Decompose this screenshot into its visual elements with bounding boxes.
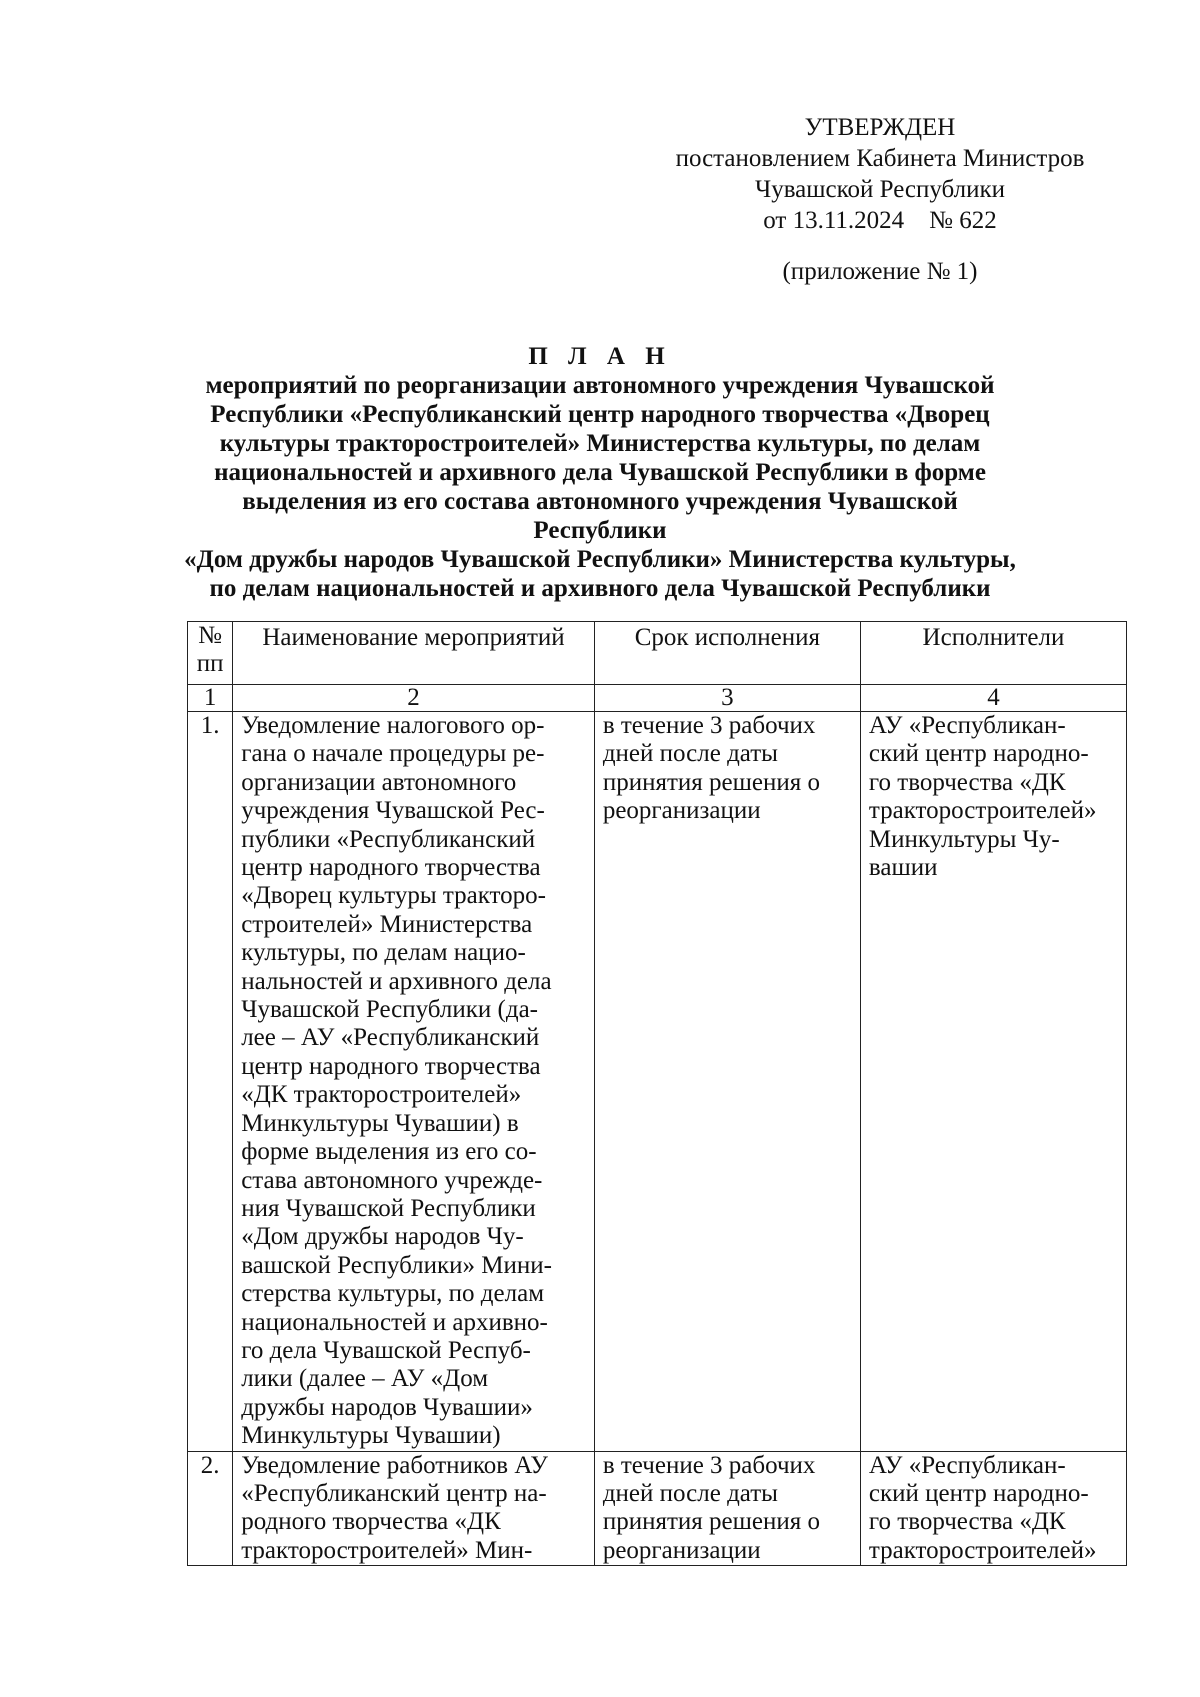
table-row — [188, 712, 1127, 1452]
row-executor: АУ «Республикан- ский центр народно- го творчества «ДК тракторостроителей» Минкультуры Чу- вашии — [860, 712, 1126, 1452]
row-deadline: в течение 3 рабочих дней после даты принятия решения о реорганизации — [594, 1451, 860, 1566]
title-heading: П Л А Н — [528, 343, 672, 370]
column-number: 2 — [233, 685, 595, 712]
column-number: 1 — [188, 685, 233, 712]
plan-table — [187, 621, 1127, 1566]
document-title — [180, 342, 1020, 603]
row-activity: Уведомление работников АУ «Республиканский центр на- родного творчества «ДК тракторостроителей» Мин- — [233, 1451, 595, 1566]
column-number: 4 — [860, 685, 1126, 712]
header-number: № пп — [188, 622, 233, 685]
approval-stamp — [640, 112, 1120, 236]
row-number: 1. — [188, 712, 233, 1452]
approval-line-2: постановлением Кабинета Министров — [675, 145, 1085, 172]
header-activity: Наименование мероприятий — [233, 622, 595, 685]
header-executors: Исполнители — [860, 622, 1126, 685]
row-deadline: в течение 3 рабочих дней после даты принятия решения о реорганизации — [594, 712, 860, 1452]
column-number: 3 — [594, 685, 860, 712]
table-row — [188, 1451, 1127, 1566]
row-activity: Уведомление налогового ор- гана о начале процедуры ре- организации автономного учреждения Чувашской Рес- публики «Республиканский центр народного творчества «Дворец культуры тракторо- строителей» Министерства культуры, по делам нацио- нальностей и архивного дела Чувашской Республики (да- лее – АУ «Республиканский центр народного творчества «ДК тракторостроителей» Минкультуры Чувашии) в форме выделения из его со- става автономного учрежде- ния Чувашской Республики «Дом дружбы народов Чу- вашской Республики» Мини- стерства культуры, по делам национальностей и архивно- го дела Чувашской Респуб- лики (далее – АУ «Дом дружбы народов Чувашии» Минкультуры Чувашии) — [233, 712, 595, 1452]
row-number: 2. — [188, 1451, 233, 1566]
title-subtitle: мероприятий по реорганизации автономного учреждения Чувашской Республики «Республиканский центр народного творчества «Дворец культуры тракторостроителей» Министерства культуры, по делам национальностей и архивного дела Чувашской Республики в форме выделения из его состава автономного учреждения Чувашской Республики «Дом дружбы народов Чувашской Республики» Министерства культуры, по делам национальностей и архивного дела Чувашской Республики — [184, 372, 1016, 602]
column-number-row — [188, 685, 1127, 712]
header-deadline: Срок исполнения — [594, 622, 860, 685]
approval-line-3: Чувашской Республики — [754, 176, 1006, 203]
row-executor: АУ «Республикан- ский центр народно- го творчества «ДК тракторостроителей» — [860, 1451, 1126, 1566]
annex-label: (приложение № 1) — [782, 258, 978, 285]
approval-line-4: от 13.11.2024 № 622 — [763, 207, 997, 234]
table-header-row — [188, 622, 1127, 685]
approval-line-1: УТВЕРЖДЕН — [804, 114, 956, 141]
